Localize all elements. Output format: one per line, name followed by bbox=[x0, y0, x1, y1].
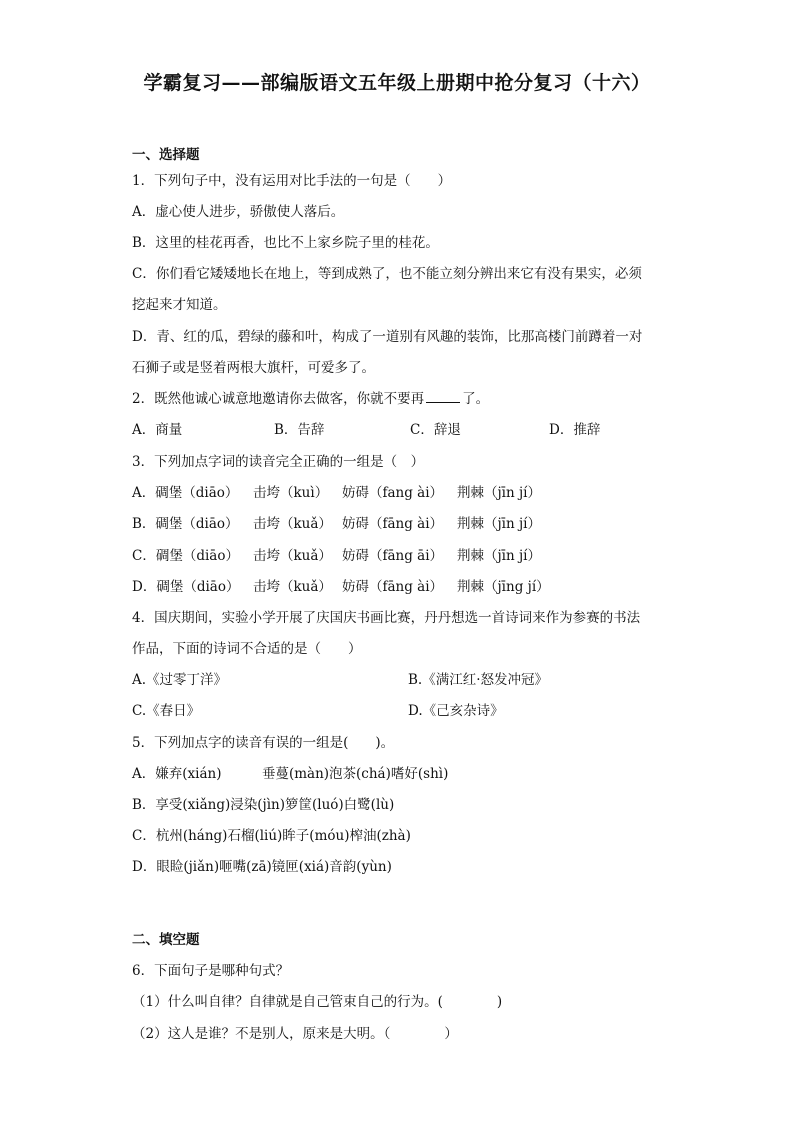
question-6-stem: 6．下面句子是哪种句式？ bbox=[132, 963, 290, 979]
question-3-option-b: B．碉堡（diāo） 击垮（kuǎ） 妨碍（fāng ài） 荆棘（jīn jí） bbox=[132, 516, 541, 532]
question-3-stem: 3．下列加点字词的读音完全正确的一组是（ ） bbox=[132, 454, 425, 470]
question-1-option-c-line2: 挖起来才知道。 bbox=[132, 297, 227, 313]
question-2-stem-after: 了。 bbox=[462, 391, 490, 407]
question-5-option-a: A．嫌弃(xián) 垂蔓(màn)泡茶(chá)嗜好(shì) bbox=[132, 766, 449, 782]
question-2-stem-before: 2．既然他诚心诚意地邀请你去做客，你就不要再 bbox=[132, 391, 425, 407]
question-1-option-a: A．虚心使人进步，骄傲使人落后。 bbox=[132, 204, 345, 220]
question-2-stem bbox=[132, 390, 489, 408]
question-5-stem: 5．下列加点字的读音有误的一组是( )。 bbox=[132, 735, 395, 751]
question-4-options-ab bbox=[132, 671, 652, 689]
question-3-option-c: C．碉堡（diāo） 击垮（kuǎ） 妨碍（fāng āi） 荆棘（jīn jí） bbox=[132, 548, 541, 564]
question-2-options bbox=[132, 421, 632, 439]
question-5-option-d: D．眼睑(jiǎn)咂嘴(zā)镜匣(xiá)音韵(yùn) bbox=[132, 859, 392, 875]
question-6-sentence-1: （1）什么叫自律？自律就是自己管束自己的行为。( ) bbox=[132, 994, 503, 1010]
question-5-option-b: B．享受(xiǎng)浸染(jìn)箩筐(luó)白鹭(lù) bbox=[132, 797, 395, 813]
question-6-sentence-2: （2）这人是谁？不是别人，原来是大明。（ ） bbox=[132, 1026, 458, 1042]
question-4-option-d: D.《己亥杂诗》 bbox=[408, 703, 504, 719]
question-4-option-a: A.《过零丁洋》 bbox=[132, 672, 228, 688]
question-4-option-b: B.《满江红·怒发冲冠》 bbox=[408, 672, 549, 688]
question-3-option-a: A．碉堡（diāo） 击垮（kuì） 妨碍（fang ài） 荆棘（jīn jí） bbox=[132, 485, 541, 501]
question-4-stem-line2: 作品，下面的诗词不合适的是（ ） bbox=[132, 641, 362, 657]
question-4-options-cd bbox=[132, 702, 652, 720]
question-4-stem-line1: 4．国庆期间，实验小学开展了庆国庆书画比赛，丹丹想选一首诗词来作为参赛的书法 bbox=[132, 610, 641, 626]
answer-blank bbox=[426, 390, 460, 403]
question-1-stem: 1．下列句子中，没有运用对比手法的一句是（ ） bbox=[132, 173, 452, 189]
question-2-option-c: C．辞退 bbox=[410, 422, 461, 438]
question-1-option-b: B．这里的桂花再香，也比不上家乡院子里的桂花。 bbox=[132, 235, 439, 251]
question-1-option-c-line1: C．你们看它矮矮地长在地上，等到成熟了，也不能立刻分辨出来它有没有果实，必须 bbox=[132, 266, 642, 282]
question-3-option-d: D．碉堡（diāo） 击垮（kuǎ） 妨碍（fāng ài） 荆棘（jīng jí） bbox=[132, 579, 550, 595]
page-title: 学霸复习——部编版语文五年级上册期中抢分复习（十六） bbox=[143, 72, 651, 94]
question-1-option-d-line2: 石狮子或是竖着两根大旗杆，可爱多了。 bbox=[132, 360, 375, 376]
question-2-option-d: D．推辞 bbox=[549, 422, 601, 438]
question-5-option-c: C．杭州(háng)石榴(liú)眸子(móu)榨油(zhà) bbox=[132, 828, 411, 844]
section-heading-choice: 一、选择题 bbox=[132, 147, 200, 163]
question-1-option-d-line1: D．青、红的瓜，碧绿的藤和叶，构成了一道别有风趣的装饰，比那高楼门前蹲着一对 bbox=[132, 329, 643, 345]
question-2-option-a: A．商量 bbox=[132, 422, 183, 438]
question-2-option-b: B．告辞 bbox=[274, 422, 325, 438]
question-4-option-c: C.《春日》 bbox=[132, 703, 201, 719]
section-heading-fill: 二、填空题 bbox=[132, 932, 200, 948]
